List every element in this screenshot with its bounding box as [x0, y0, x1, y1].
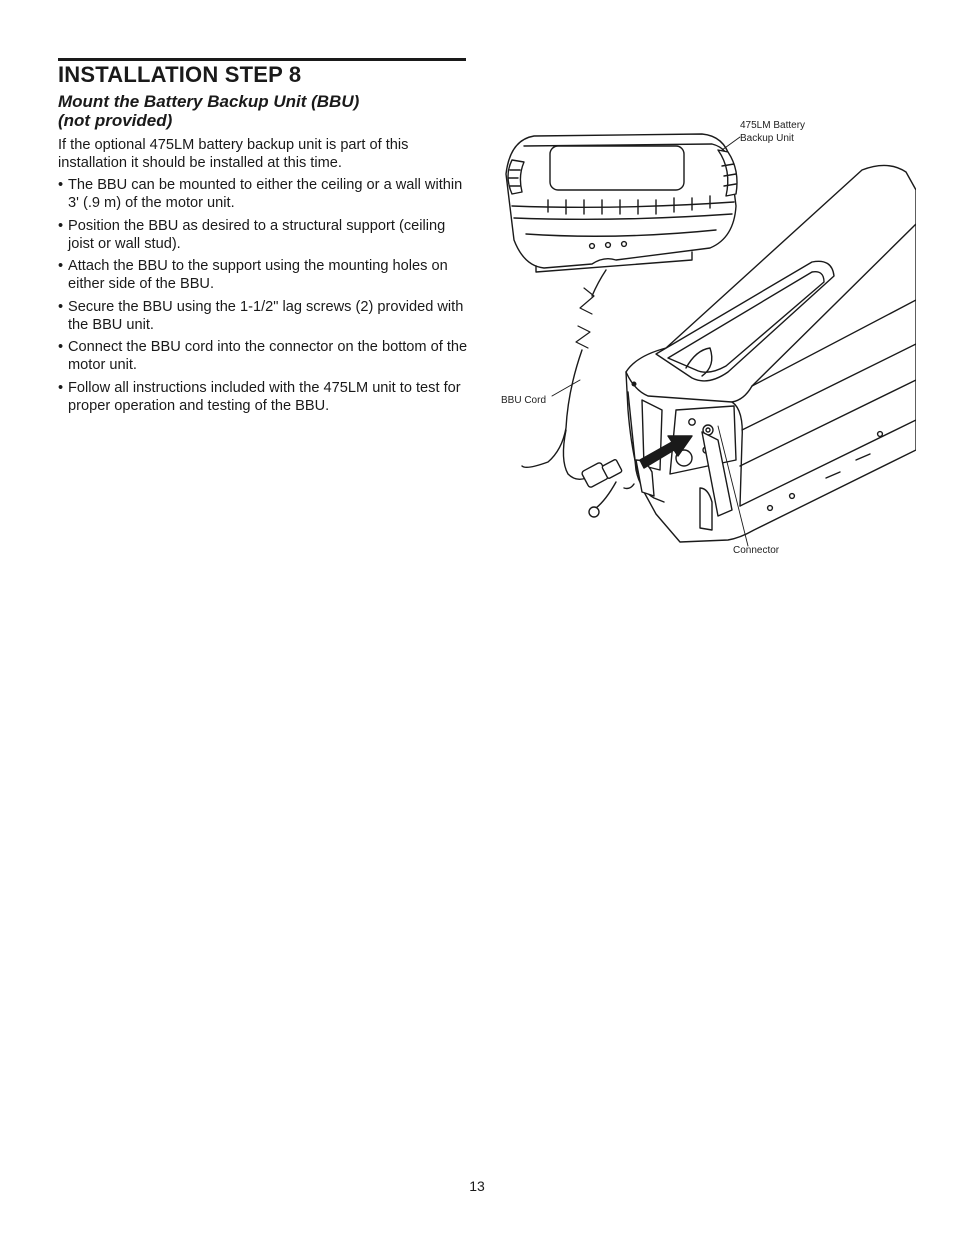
title-rule	[58, 58, 466, 61]
instruction-text: Connect the BBU cord into the connector on the bottom of the motor unit.	[68, 339, 468, 373]
bullet-marker: •	[58, 217, 64, 234]
instruction-text: Follow all instructions included with the 475LM unit to test for proper operation and testing of the BBU.	[68, 379, 461, 414]
battery-backup-unit	[506, 134, 737, 272]
bullet-marker: •	[58, 379, 64, 396]
instruction-item	[58, 338, 468, 374]
instruction-text: Secure the BBU using the 1-1/2" lag screws (2) provided with the BBU unit.	[68, 298, 464, 333]
section-subtitle	[58, 92, 468, 130]
bbu-callout	[740, 120, 805, 145]
instruction-item	[58, 176, 468, 212]
bbu-callout-line-2: Backup Unit	[740, 132, 794, 144]
subtitle-line-1: Mount the Battery Backup Unit (BBU)	[58, 92, 360, 111]
bullet-marker: •	[58, 177, 64, 193]
subtitle-line-2: (not provided)	[58, 111, 173, 130]
bbu-motor-drawing	[496, 110, 916, 570]
instruction-item	[58, 379, 468, 415]
intro-paragraph: If the optional 475LM battery backup unit is part of this installation it should be installed at this time.	[58, 137, 409, 171]
instruction-item	[58, 298, 468, 334]
instruction-item	[58, 257, 468, 293]
step-title: INSTALLATION STEP 8	[58, 62, 302, 87]
page-number: 13	[469, 1178, 485, 1194]
instruction-item	[58, 217, 468, 253]
instruction-text: Position the BBU as desired to a structural support (ceiling joist or wall stud).	[68, 217, 446, 252]
bbu-callout-line-1: 475LM Battery	[740, 120, 806, 131]
instruction-text: Attach the BBU to the support using the mounting holes on either side of the BBU.	[68, 258, 448, 292]
bullet-marker: •	[58, 339, 64, 355]
installation-illustration	[496, 110, 916, 570]
cord-callout: BBU Cord	[501, 395, 547, 406]
instruction-list	[58, 176, 468, 419]
bbu-cord	[522, 270, 634, 517]
connector-callout: Connector	[733, 545, 780, 556]
bullet-marker: •	[58, 298, 64, 315]
bullet-marker: •	[58, 258, 64, 274]
instruction-text: The BBU can be mounted to either the ceiling or a wall within 3' (.9 m) of the motor unit.	[68, 177, 463, 211]
